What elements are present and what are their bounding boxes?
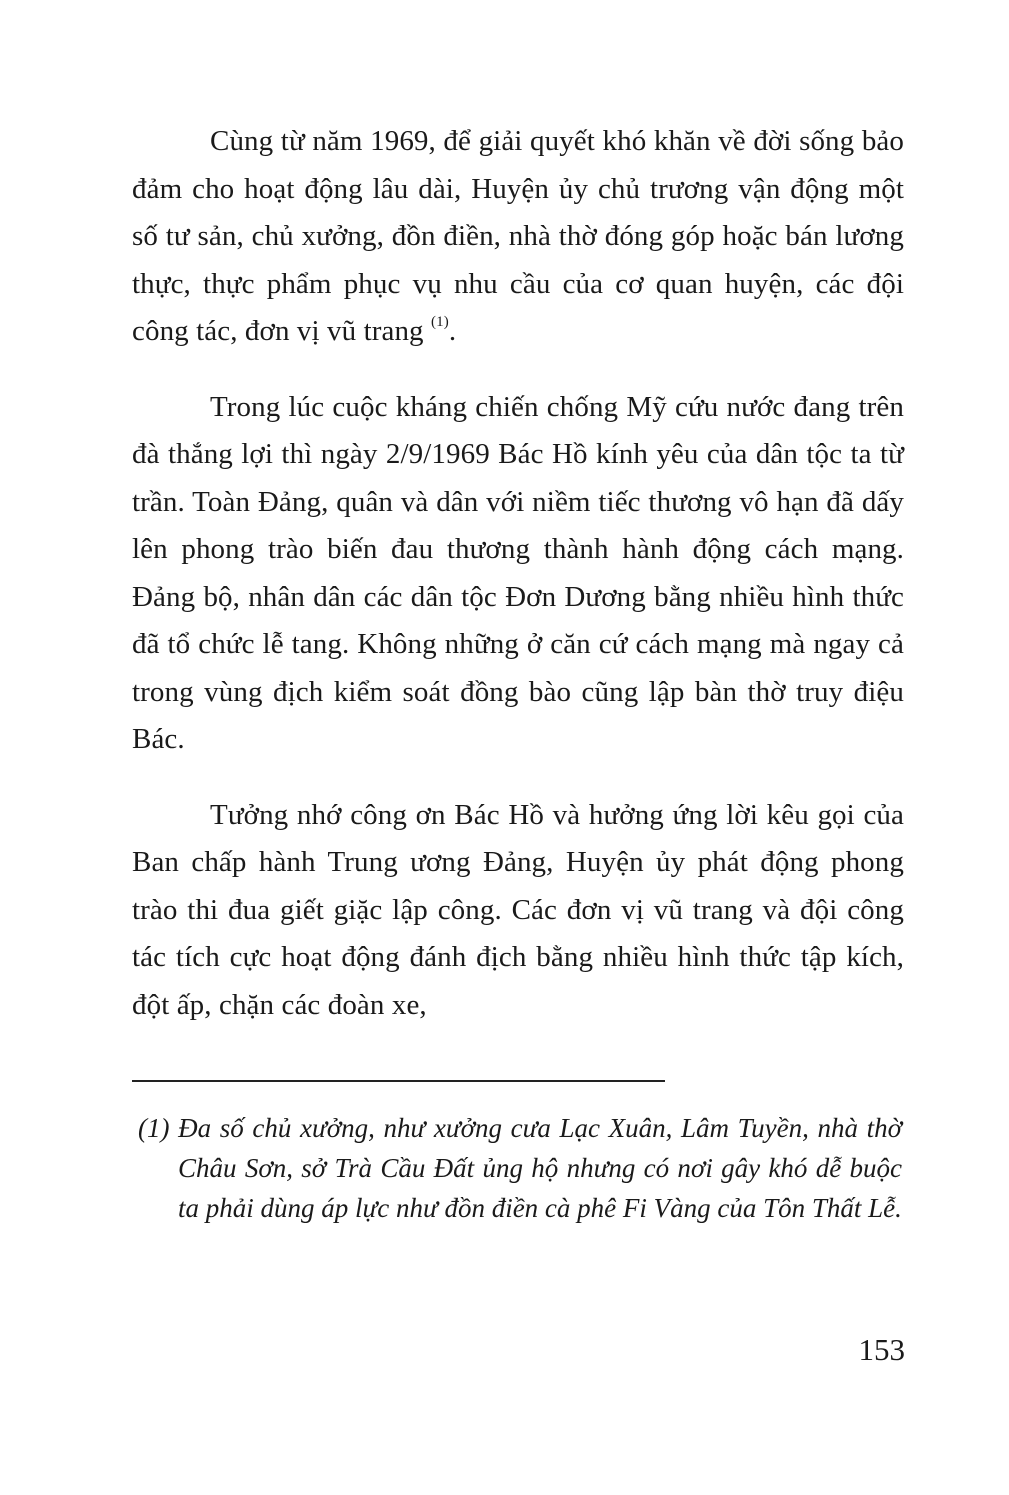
- footnote-text: Đa số chủ xưởng, như xưởng cưa Lạc Xuân, Lâm Tuyền, nhà thờ Châu Sơn, sở Trà Cầu Đất ủng hộ nhưng có nơi gây khó dễ buộc ta phải dùng áp lực như đồn điền cà phê Fi Vàng của Tôn Thất Lễ.: [178, 1113, 903, 1223]
- footnote-body: [138, 1108, 902, 1228]
- paragraph-3: [132, 792, 904, 1030]
- footnote-marker: (1): [138, 1113, 170, 1143]
- footnote-ref-1[interactable]: (1): [431, 314, 449, 330]
- paragraph-1-text: Cùng từ năm 1969, để giải quyết khó khăn về đời sống bảo đảm cho hoạt động lâu dài, Huyện ủy chủ trương vận động một số tư sản, chủ xưởng, đồn điền, nhà thờ đóng góp hoặc bán lương thực, thực phẩm phục vụ nhu cầu của cơ quan huyện, các đội công tác, đơn vị vũ trang: [132, 125, 904, 347]
- page-number: 153: [858, 1332, 905, 1367]
- paragraph-3-text: Tưởng nhớ công ơn Bác Hồ và hưởng ứng lời kêu gọi của Ban chấp hành Trung ương Đảng, Huyện ủy phát động phong trào thi đua giết giặc lập công. Các đơn vị vũ trang và đội công tác tích cực hoạt động đánh địch bằng nhiều hình thức tập kích, đột ấp, chặn các đoàn xe,: [132, 798, 904, 1021]
- footnote: [138, 1108, 902, 1228]
- paragraph-2-text: Trong lúc cuộc kháng chiến chống Mỹ cứu nước đang trên đà thắng lợi thì ngày 2/9/1969 Bác Hồ kính yêu của dân tộc ta từ trần. Toàn Đảng, quân và dân với niềm tiếc thương vô hạn đã dấy lên phong trào biến đau thương thành hành động cách mạng. Đảng bộ, nhân dân các dân tộc Đơn Dương bằng nhiều hình thức đã tổ chức lễ tang. Không những ở căn cứ cách mạng mà ngay cả trong vùng địch kiểm soát đồng bào cũng lập bàn thờ truy điệu Bác.: [132, 390, 904, 755]
- paragraph-1: [132, 118, 904, 356]
- footnote-divider: [132, 1080, 665, 1082]
- paragraph-2: [132, 384, 904, 764]
- paragraph-1-tail: .: [448, 315, 457, 347]
- page-body: [132, 118, 904, 1057]
